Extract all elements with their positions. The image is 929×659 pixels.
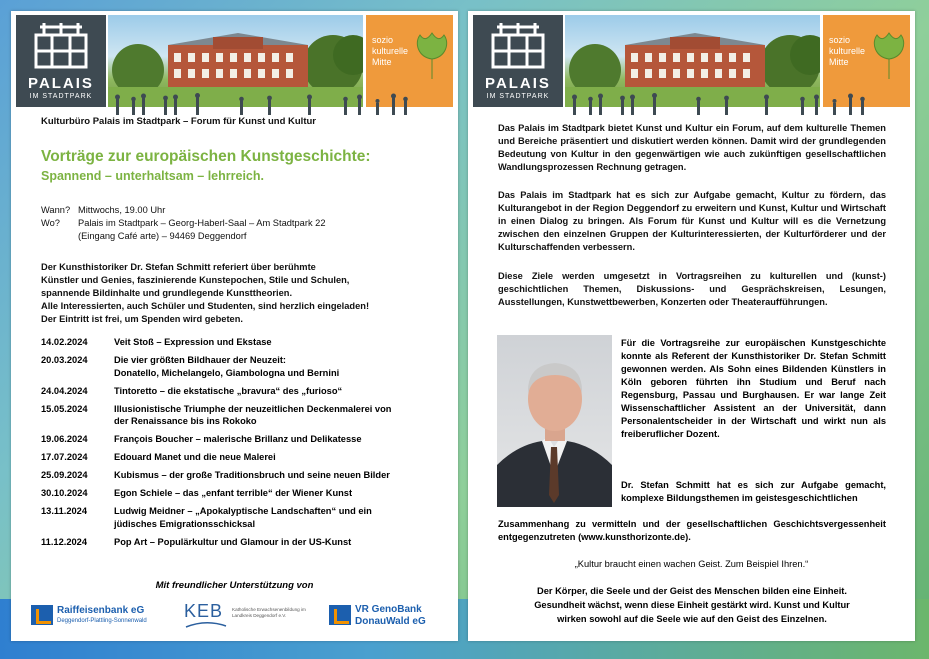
list-item bbox=[41, 433, 441, 446]
intro-line: Künstler und Genies, faszinierende Kunstepochen, Stile und Schulen, bbox=[41, 275, 350, 285]
list-item bbox=[41, 505, 441, 530]
list-item bbox=[41, 487, 441, 500]
intro-text bbox=[41, 261, 436, 326]
intro-paragraph: Das Palais im Stadtpark bietet Kunst und Kultur ein Forum, auf dem kulturelle Themen und Bereiche präsentiert und diskutiert werden können. Damit wird der grundlegenden Bedeutung von Kultur in den gegenwärtigen wie auch zukünftigen gesellschaftlichen Wandlungsprozessen Rechnung getragen. bbox=[498, 123, 886, 172]
where-label: Wo? bbox=[41, 218, 60, 228]
logo-title: PALAIS bbox=[28, 75, 94, 92]
partner-line-1: sozio bbox=[829, 35, 851, 45]
speaker-portrait bbox=[497, 335, 612, 507]
sponsor-logos bbox=[31, 599, 441, 631]
vr-name-line-2: DonauWald eG bbox=[355, 616, 426, 627]
organizer-line: Kulturbüro Palais im Stadtpark – Forum für Kunst und Kultur bbox=[41, 116, 316, 127]
closing-line: Gesundheit wächst, wenn diese Einheit gestärkt wird. Kunst und Kultur bbox=[534, 600, 850, 610]
speaker-bio: Für die Vortragsreihe zur europäischen Kunstgeschichte konnte als Referent der Kunsthistoriker Dr. Stefan Schmitt gewonnen werden. Als Sohn eines Bildenden Künstlers in Köln geboren führten ihn Studium und Beruf nach Regensburg, Passau und Burghausen. Er war lange Zeit Wissenschaftlicher Assistent an der Universität, dann Personalentscheider in der Wirtschaft und wirkt nun als freiberuflicher Dozent. bbox=[621, 338, 886, 439]
palais-building-icon bbox=[489, 21, 547, 71]
quote: „Kultur braucht einen wachen Geist. Zum Beispiel Ihren.“ bbox=[574, 559, 809, 569]
keb-logo bbox=[184, 599, 314, 631]
flyer-page-front bbox=[11, 11, 458, 641]
event-title: Tintoretto – die ekstatische „bravura“ des „furioso“ bbox=[114, 385, 343, 396]
event-date: 20.03.2024 bbox=[41, 355, 88, 365]
goals-paragraph: Diese Ziele werden umgesetzt in Vortragsreihen zu kulturellen und (kunst-) geschichtlichen Themen, Diskussions- und Gesprächskreisen, Lesungen, Ausstellungen, Kunstwettbewerben, Konzerten oder Theateraufführungen. bbox=[498, 271, 886, 307]
intro-line: Alle Interessierten, auch Schüler und Studenten, sind herzlich eingeladen! bbox=[41, 301, 370, 311]
palais-logo bbox=[16, 15, 106, 107]
where-value-1: Palais im Stadtpark – Georg-Haberl-Saal – Am Stadtpark 22 bbox=[78, 218, 326, 228]
list-item bbox=[41, 536, 441, 549]
when-value: Mittwochs, 19.00 Uhr bbox=[78, 205, 166, 215]
raiffeisen-name: Raiffeisenbank eG bbox=[57, 605, 145, 616]
event-date: 13.11.2024 bbox=[41, 506, 88, 516]
event-date: 24.04.2024 bbox=[41, 385, 88, 396]
list-item bbox=[41, 469, 441, 482]
event-date: 30.10.2024 bbox=[41, 488, 88, 498]
keb-name: KEB bbox=[184, 601, 224, 621]
closing-line: Der Körper, die Seele und der Geist des Menschen bilden eine Einheit. bbox=[537, 586, 847, 596]
partner-line-2: kulturelle bbox=[829, 46, 866, 56]
event-title: Ludwig Meidner – „Apokalyptische Landschaften“ und ein bbox=[114, 506, 372, 516]
intro-line: Der Eintritt ist frei, um Spenden wird gebeten. bbox=[41, 314, 243, 324]
event-title-cont: der Renaissance bis ins Rokoko bbox=[114, 416, 257, 426]
ginkgo-leaf-icon bbox=[414, 31, 450, 81]
event-title: Kubismus – der große Traditionsbruch und seine neuen Bilder bbox=[114, 470, 390, 480]
partner-line-3: Mitte bbox=[829, 57, 849, 67]
vr-icon bbox=[329, 605, 351, 625]
event-date: 15.05.2024 bbox=[41, 403, 88, 414]
closing-text bbox=[498, 584, 886, 626]
event-date: 25.09.2024 bbox=[41, 470, 88, 480]
partner-line-2: kulturelle bbox=[372, 46, 409, 56]
event-title: Die vier größten Bildhauer der Neuzeit: bbox=[114, 355, 287, 365]
list-item bbox=[41, 354, 441, 379]
list-item bbox=[41, 403, 441, 428]
event-title-cont: jüdisches Emigrationsschicksal bbox=[114, 518, 256, 529]
subheadline: Spannend – unterhaltsam – lehrreich. bbox=[41, 169, 264, 183]
raiffeisen-region: Deggendorf-Plattling-Sonnenwald bbox=[57, 618, 147, 624]
event-date: 17.07.2024 bbox=[41, 452, 88, 462]
event-title: Illusionistische Triumphe der neuzeitlichen Deckenmalerei von bbox=[114, 403, 392, 414]
vr-name-line-1: VR GenoBank bbox=[355, 604, 422, 615]
intro-line: Der Kunsthistoriker Dr. Stefan Schmitt referiert über berühmte bbox=[41, 262, 316, 272]
list-item bbox=[41, 385, 441, 398]
palais-logo bbox=[473, 15, 563, 107]
support-line: Mit freundlicher Unterstützung von bbox=[155, 580, 314, 591]
header-banner bbox=[473, 15, 910, 115]
ginkgo-leaf-icon bbox=[871, 31, 907, 81]
keb-description: Katholische Erwachsenenbildung im Landkreis Deggendorf e.V. bbox=[232, 607, 306, 618]
logo-subtitle: IM STADTPARK bbox=[29, 93, 93, 100]
speaker-mission-end: Zusammenhang zu vermitteln und der gesellschaftlichen Geschichtsvergessenheit entgegenzutreten (www.kunsthorizonte.de). bbox=[498, 519, 886, 542]
flyer-page-back bbox=[468, 11, 915, 641]
raiffeisenbank-logo bbox=[31, 599, 181, 631]
event-title: Edouard Manet und die neue Malerei bbox=[114, 452, 276, 462]
event-date: 11.12.2024 bbox=[41, 536, 88, 547]
list-item bbox=[41, 451, 441, 464]
speaker-mission-start: Dr. Stefan Schmitt hat es sich zur Aufgabe gemacht, komplexe Bildungsthemen im geistesgeschichtlichen bbox=[621, 480, 886, 503]
partner-line-3: Mitte bbox=[372, 57, 392, 67]
header-banner bbox=[16, 15, 453, 115]
event-title: Pop Art – Populärkultur und Glamour in der US-Kunst bbox=[114, 536, 352, 547]
event-title: Egon Schiele – das „enfant terrible“ der Wiener Kunst bbox=[114, 488, 353, 498]
event-date: 14.02.2024 bbox=[41, 337, 88, 347]
event-date: 19.06.2024 bbox=[41, 434, 88, 444]
vr-genobank-logo bbox=[329, 599, 441, 631]
event-list bbox=[41, 336, 441, 554]
event-title: Veit Stoß – Expression und Ekstase bbox=[114, 337, 272, 347]
event-details bbox=[41, 204, 326, 243]
logo-title: PALAIS bbox=[485, 75, 551, 92]
event-title: François Boucher – malerische Brillanz und Delikatesse bbox=[114, 434, 362, 444]
raiffeisen-icon bbox=[31, 605, 53, 625]
palais-building-icon bbox=[32, 21, 90, 71]
list-item bbox=[41, 336, 441, 349]
keb-swoosh-icon bbox=[184, 621, 228, 629]
mission-paragraph: Das Palais im Stadtpark hat es sich zur Aufgabe gemacht, Kultur zu fördern, das Kulturangebot in der Region Deggendorf zu erweitern und Kunst, Kultur und Wirtschaft in einen Dialog zu bringen. Als Forum für Kunst und Kultur will es die Vernetzung zwischen den einzelnen Gruppen der Kulturinteressierten, der Kulturförderer und der Kulturschaffenden verbessern. bbox=[498, 190, 886, 252]
partner-line-1: sozio bbox=[372, 35, 394, 45]
event-title-cont: Donatello, Michelangelo, Giambologna und Bernini bbox=[114, 367, 340, 378]
intro-line: spannende Bildinhalte und grundlegende Kunsttheorien. bbox=[41, 288, 293, 298]
closing-line: wirken sowohl auf die Seele wie auf den Geist des Einzelnen. bbox=[557, 614, 827, 624]
people-silhouettes bbox=[565, 93, 905, 117]
headline: Vorträge zur europäischen Kunstgeschichte: bbox=[41, 148, 371, 165]
people-silhouettes bbox=[108, 93, 448, 117]
where-value-2: (Eingang Café arte) – 94469 Deggendorf bbox=[78, 231, 247, 241]
when-label: Wann? bbox=[41, 205, 71, 215]
logo-subtitle: IM STADTPARK bbox=[486, 93, 550, 100]
